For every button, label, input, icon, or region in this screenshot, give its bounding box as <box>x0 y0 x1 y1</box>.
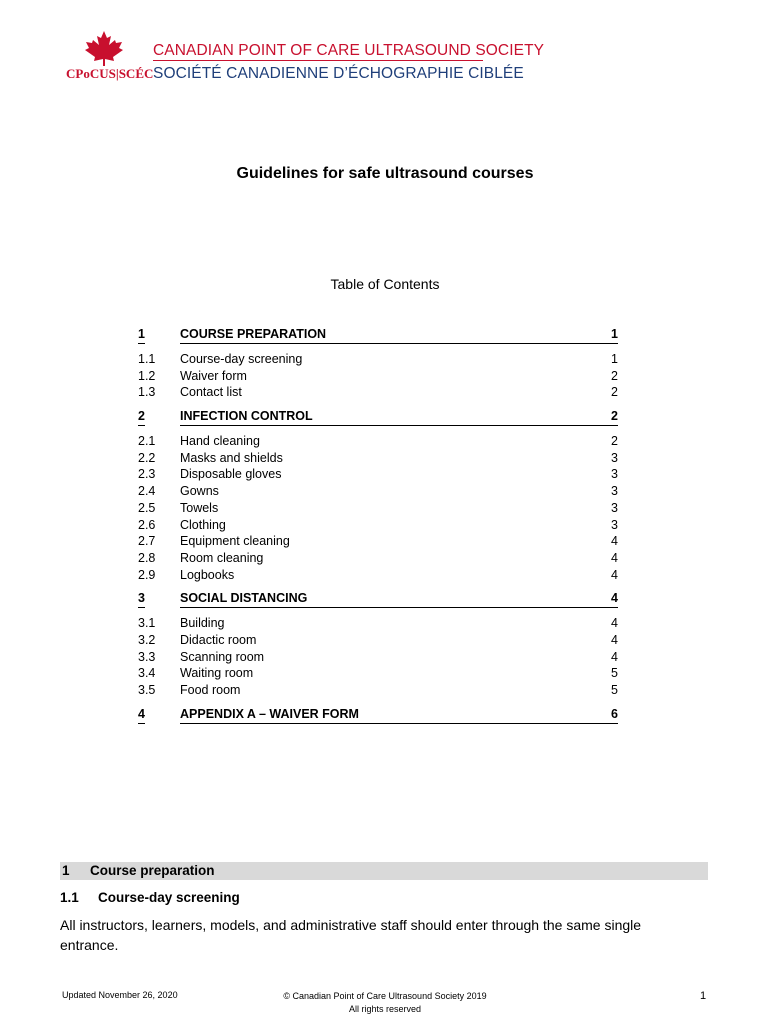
footer-copyright <box>0 990 770 1016</box>
toc-entry-link[interactable] <box>138 368 618 385</box>
toc-section-title: SOCIAL DISTANCING <box>180 590 618 608</box>
toc-entry-link[interactable] <box>138 649 618 666</box>
toc-entry-title: Masks and shields <box>180 450 283 465</box>
toc-entry-page: 1 <box>611 352 618 366</box>
toc-entry-title: Building <box>180 616 225 631</box>
copyright-line: © Canadian Point of Care Ultrasound Society 2019 <box>283 991 487 1001</box>
maple-leaf-icon <box>82 30 126 66</box>
toc-spacer <box>138 583 618 590</box>
toc-entry-number: 2.6 <box>138 517 156 532</box>
subsection-title: Course-day screening <box>98 890 240 905</box>
toc-entry-number: 1.2 <box>138 368 156 383</box>
toc-entry-link[interactable] <box>138 517 618 534</box>
toc-entry-link[interactable] <box>138 351 618 368</box>
toc-section-title: APPENDIX A – WAIVER FORM <box>180 706 618 724</box>
toc-entry-title: Waiting room <box>180 666 254 681</box>
toc-entry-number: 2.8 <box>138 550 156 565</box>
toc-section-number: 2 <box>138 408 145 426</box>
toc-entry-link[interactable] <box>138 466 618 483</box>
toc-entry-title: Hand cleaning <box>180 434 260 449</box>
toc-section-link[interactable] <box>138 408 618 425</box>
toc-entry-number: 2.4 <box>138 484 156 499</box>
toc-entry-number: 1.1 <box>138 352 156 366</box>
logo-divider <box>153 60 483 61</box>
logo-abbreviation: CPoCUS|SCÉC <box>66 66 154 81</box>
toc-heading: Table of Contents <box>330 276 440 292</box>
toc-entry-page: 2 <box>611 434 618 449</box>
toc-entry-title: Disposable gloves <box>180 467 282 482</box>
section-title: Course preparation <box>90 863 215 878</box>
toc-entry-number: 3.3 <box>138 649 156 664</box>
toc-entry-page: 5 <box>611 666 618 681</box>
toc-section-number: 3 <box>138 590 145 608</box>
toc-entry-link[interactable] <box>138 483 618 500</box>
toc-entry-page: 4 <box>611 534 618 549</box>
toc-section-link[interactable] <box>138 706 618 723</box>
toc-entry-number: 1.3 <box>138 385 156 400</box>
toc-entry-page: 4 <box>611 567 618 582</box>
toc-entry-title: Contact list <box>180 385 242 400</box>
page-number: 1 <box>700 990 707 1002</box>
toc-section-number: 4 <box>138 706 145 724</box>
section-heading <box>60 862 708 880</box>
toc-entry-link[interactable] <box>138 550 618 567</box>
toc-entry-page: 3 <box>611 467 618 482</box>
toc-entry-link[interactable] <box>138 665 618 682</box>
toc-entry-title: Clothing <box>180 517 226 532</box>
toc-entry-page: 4 <box>611 649 618 664</box>
toc-entry-number: 3.5 <box>138 683 156 697</box>
footer-updated-date: Updated November 26, 2020 <box>62 990 178 1000</box>
toc-entry-page: 2 <box>611 368 618 383</box>
toc-entry-title: Logbooks <box>180 567 235 582</box>
toc-entry-title: Course-day screening <box>180 352 303 366</box>
toc-entry-page: 3 <box>611 450 618 465</box>
toc-entry-title: Room cleaning <box>180 550 264 565</box>
toc-entry-link[interactable] <box>138 500 618 517</box>
toc-entry-title: Food room <box>180 683 241 697</box>
toc-entry-number: 2.9 <box>138 567 156 582</box>
toc-spacer <box>138 401 618 408</box>
toc-entry-link[interactable] <box>138 533 618 550</box>
toc-entry-link[interactable] <box>138 615 618 632</box>
toc-entry-page: 5 <box>611 683 618 697</box>
toc-section-page: 6 <box>611 706 618 724</box>
toc-entry-number: 2.3 <box>138 467 156 482</box>
toc-section-number: 1 <box>138 326 145 344</box>
toc-entry-number: 3.1 <box>138 616 156 631</box>
toc-entry-number: 2.5 <box>138 500 156 515</box>
toc-entry-link[interactable] <box>138 682 618 699</box>
society-name-french: SOCIÉTÉ CANADIENNE D’ÉCHOGRAPHIE CIBLÉE <box>153 65 524 82</box>
toc-entry-link[interactable] <box>138 384 618 401</box>
toc-entry-number: 3.2 <box>138 632 156 647</box>
toc-entry-title: Scanning room <box>180 649 265 664</box>
society-name-english: CANADIAN POINT OF CARE ULTRASOUND SOCIETY <box>153 42 545 59</box>
toc-entry-page: 3 <box>611 484 618 499</box>
toc-entry-number: 2.7 <box>138 534 156 549</box>
toc-entry-title: Towels <box>180 500 219 515</box>
toc-entry-number: 2.1 <box>138 434 156 449</box>
toc-entry-link[interactable] <box>138 567 618 584</box>
toc-entry-title: Equipment cleaning <box>180 534 290 549</box>
toc-spacer <box>138 699 618 706</box>
toc-entry-number: 3.4 <box>138 666 156 681</box>
toc-entry-page: 4 <box>611 550 618 565</box>
toc-entry-page: 3 <box>611 500 618 515</box>
rights-line: All rights reserved <box>348 1004 422 1014</box>
toc-section-title: COURSE PREPARATION <box>180 326 618 344</box>
toc-entry-page: 3 <box>611 517 618 532</box>
toc-section-link[interactable] <box>138 590 618 607</box>
toc-entry-title: Gowns <box>180 484 219 499</box>
toc-section-page: 2 <box>611 408 618 426</box>
section-number: 1 <box>62 863 70 878</box>
subsection-number: 1.1 <box>60 890 79 905</box>
toc-entry-title: Waiver form <box>180 368 247 383</box>
toc-entry-title: Didactic room <box>180 632 257 647</box>
toc-entry-number: 2.2 <box>138 450 156 465</box>
toc-entry-link[interactable] <box>138 433 618 450</box>
toc-section-link[interactable] <box>138 326 618 343</box>
toc-entry-page: 2 <box>611 385 618 400</box>
document-title: Guidelines for safe ultrasound courses <box>236 165 534 182</box>
toc-section-page: 4 <box>611 590 618 608</box>
toc-entry-page: 4 <box>611 632 618 647</box>
toc-entry-page: 4 <box>611 616 618 631</box>
body-paragraph: All instructors, learners, models, and administrative staff should enter through the same single entrance. <box>60 917 642 953</box>
table-of-contents <box>138 326 618 731</box>
toc-entry-link[interactable] <box>138 450 618 467</box>
toc-entry-link[interactable] <box>138 632 618 649</box>
toc-section-title: INFECTION CONTROL <box>180 408 618 426</box>
toc-section-page: 1 <box>611 326 618 344</box>
